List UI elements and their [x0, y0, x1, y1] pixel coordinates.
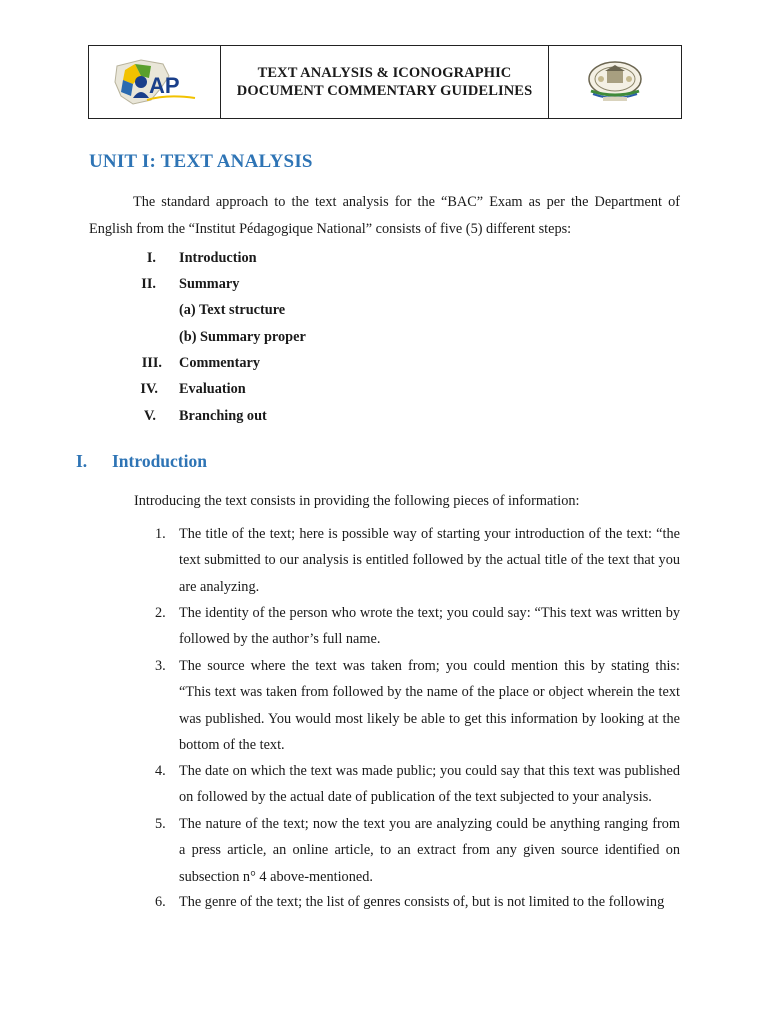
section-number: I.	[76, 451, 88, 471]
list-item	[155, 521, 680, 600]
list-item	[155, 758, 680, 811]
step-label: Commentary	[179, 355, 260, 371]
list-item-text: The title of the text; here is possible way of starting your introduction of the text: “the text submitted to our analysis is entitled followed by the actual title of the text that you are analyzing.	[179, 526, 680, 595]
step-number: I.	[146, 250, 156, 266]
intro-paragraph	[89, 189, 680, 243]
list-item-number: 1.	[155, 526, 166, 542]
header-title-line-2: DOCUMENT COMMENTARY GUIDELINES	[236, 83, 533, 99]
step-number: V.	[143, 408, 156, 424]
list-item-number: 5.	[155, 816, 166, 832]
step-sublabel: (a) Text structure	[179, 302, 286, 318]
list-item-number: 4.	[155, 763, 166, 779]
step-number: III.	[141, 355, 162, 371]
step-label: Evaluation	[179, 381, 246, 397]
list-item-text: The identity of the person who wrote the text; you could say: “This text was written by followed by the author’s full name.	[179, 605, 680, 648]
step-sublabel: (b) Summary proper	[179, 329, 306, 345]
list-item-text: The source where the text was taken from; you could mention this by stating this: “This text was taken from followed by the name of the place or object wherein the text was published. You would most likely be able to get this information by looking at the bottom of the text.	[179, 658, 680, 753]
section-heading	[76, 451, 207, 472]
list-item	[155, 889, 680, 915]
intro-paragraph-text: The standard approach to the text analysis for the “BAC” Exam as per the Department of English from the “Institut Pédagogique National” consists of five (5) different steps:	[89, 194, 680, 237]
section-lead-text: Introducing the text consists in providing the following pieces of information:	[134, 493, 580, 509]
left-logo-cell	[89, 46, 221, 118]
list-item-number: 3.	[155, 658, 166, 674]
list-item	[155, 811, 680, 890]
header-title-cell	[221, 46, 549, 118]
unit-heading: UNIT I: TEXT ANALYSIS	[89, 151, 313, 172]
step-label: Introduction	[179, 250, 257, 266]
list-item-number: 6.	[155, 894, 166, 910]
iap-logo-icon	[111, 54, 199, 110]
institution-seal-icon	[583, 59, 647, 105]
iap-logo-letters: AP	[148, 73, 180, 98]
list-item	[155, 600, 680, 653]
list-item-text: The genre of the text; the list of genres consists of, but is not limited to the following	[179, 894, 665, 910]
list-item-text: The nature of the text; now the text you are analyzing could be anything ranging from a press article, an online article, to an extract from any given source identified on subsection n° 4 above-mentioned.	[179, 816, 680, 885]
step-label: Summary	[179, 276, 240, 292]
document-header	[88, 45, 682, 119]
step-number: IV.	[140, 381, 158, 397]
list-item	[155, 653, 680, 758]
section-title: Introduction	[112, 451, 207, 471]
header-title-line-1: TEXT ANALYSIS & ICONOGRAPHIC	[257, 65, 512, 81]
step-number: II.	[141, 276, 156, 292]
right-logo-cell	[549, 46, 681, 118]
step-label: Branching out	[179, 408, 267, 424]
list-item-text: The date on which the text was made public; you could say that this text was published on followed by the actual date of publication of the text subjected to your analysis.	[179, 763, 680, 806]
list-item-number: 2.	[155, 605, 166, 621]
